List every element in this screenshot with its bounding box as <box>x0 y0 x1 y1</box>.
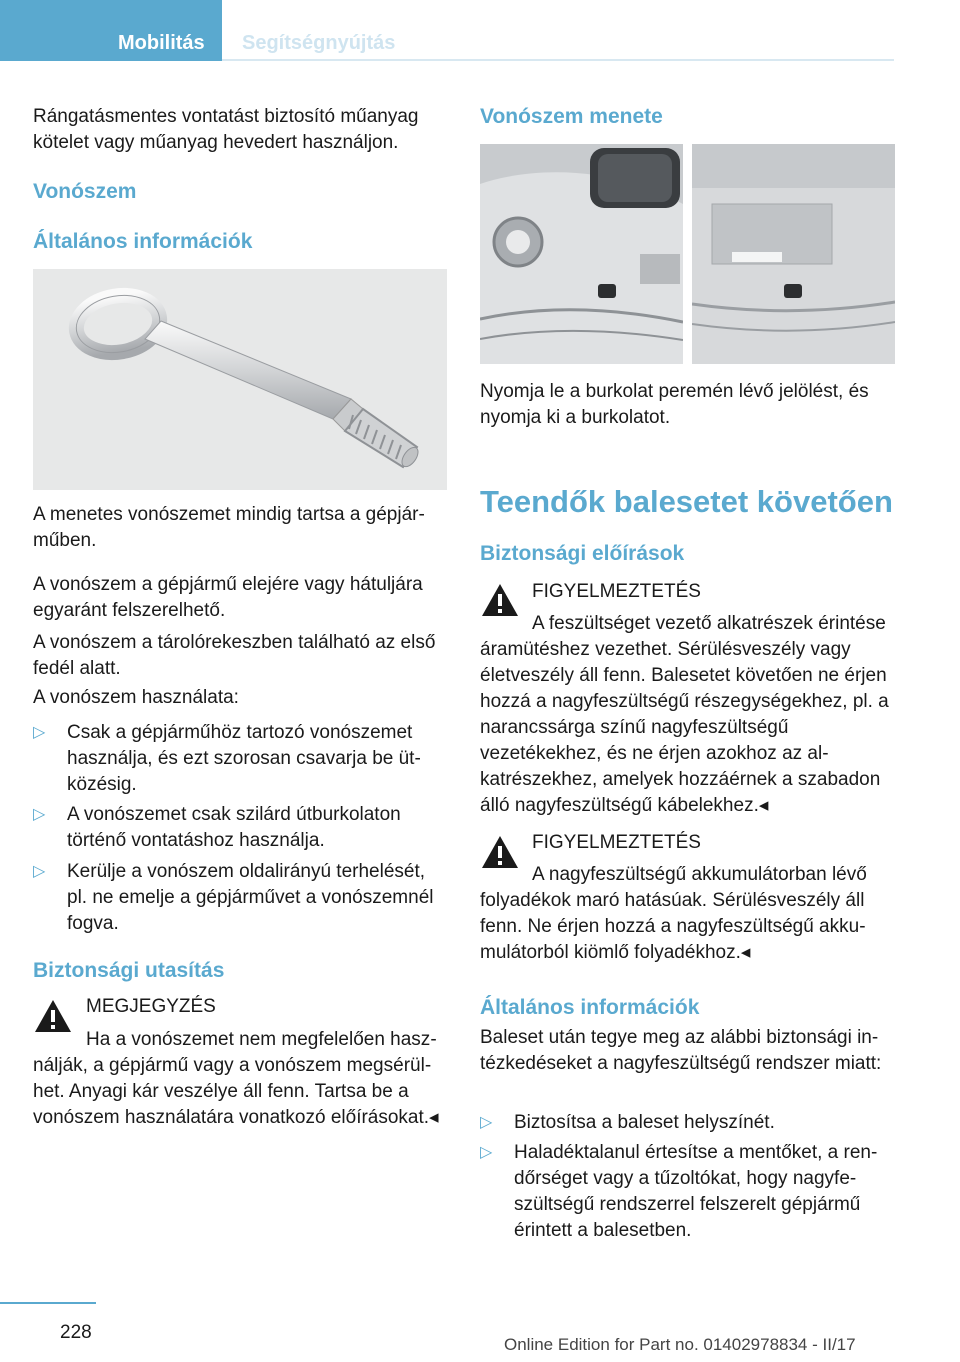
heading-thread: Vonószem menete <box>480 105 663 128</box>
warning1-title: FIGYELMEZTETÉS <box>532 581 701 602</box>
warning2-text: A nagyfeszültségű akkumulátorban lévő folyadékok maró hatásúak. Sérülésveszély áll fenn. Ne érjen hozzá a nagyfeszültségű akkumulátorból kiömlő folyadékhoz.◂ <box>480 864 867 963</box>
tab-mobilitas[interactable]: Mobilitás <box>118 32 205 54</box>
list-item: ▷ Haladéktalanul értesítse a mentőket, a rendőrséget vagy a tűzoltókat, hogy nagyfeszültségű rendszerrel felszerelt gépjármű érintett a balesetben. <box>480 1142 878 1241</box>
intro-text: Rángatásmentes vontatást biztosító műanyag kötelet vagy műanyag hevedert használjon. <box>33 106 419 153</box>
bullet-triangle-icon: ▷ <box>480 1144 493 1161</box>
rear-bumper-photo <box>692 144 895 364</box>
general-text: Baleset után tegye meg az alábbi biztonsági intézkedéseket a nagyfeszültségű rendszer miatt: <box>480 1027 882 1074</box>
rear-bumper-icon <box>692 144 895 364</box>
list-item: ▷ Csak a gépjárműhöz tartozó vonószemet használja, és ezt szorosan csavarja be ütközésig. <box>33 722 421 795</box>
press-instruction: Nyomja le a burkolat peremén lévő jelölést, és nyomja ki a burkolatot. <box>480 381 869 428</box>
tow-eye-icon <box>33 269 447 490</box>
page-number: 228 <box>60 1322 92 1343</box>
note-text: Ha a vonószemet nem megfelelően használják, a gépjármű vagy a vonószem megsérülhet. Anyagi kár veszélye áll fenn. Tartsa be a vonószem használatára vonatkozó előírásokat.◂ <box>33 1029 439 1128</box>
warning1-text: A feszültséget vezető alkatrészek érintése áramütéshez vezethet. Sérülésveszély vagy életveszély áll fenn. Balesetet követően ne érjen hozzá a nagyfeszültségű részegységekhez, pl. a narancssárga színű nagyfeszültségű vezetékekhez, és ne érjen azokhoz az alkatrészekhez, amelyek hozzáérnek a szabadon álló nagyfeszültségű kábelekhez.◂ <box>480 613 889 816</box>
list-item: ▷ Kerülje a vonószem oldalirányú terhelését, pl. ne emelje a gépjárművet a vonószemnél fogva. <box>33 861 434 934</box>
tab-segitsegnyujtas[interactable]: Segítségnyújtás <box>242 32 396 54</box>
note-title: MEGJEGYZÉS <box>86 996 216 1017</box>
front-bumper-photo <box>480 144 683 364</box>
edition-info: Online Edition for Part no. 01402978834 - II/17 <box>504 1335 856 1354</box>
heading-safety-note: Biztonsági utasítás <box>33 959 225 982</box>
paragraph-storage: A vonószem a tárolórekeszben található az első fedél alatt. <box>33 632 436 679</box>
heading-tow-eye: Vonószem <box>33 180 137 203</box>
bullet-triangle-icon: ▷ <box>33 806 46 823</box>
bullet-triangle-icon: ▷ <box>480 1114 493 1131</box>
list-item: ▷ A vonószemet csak szilárd útburkolaton történő vontatáshoz használja. <box>33 804 401 851</box>
header-divider <box>222 59 894 61</box>
heading-general-info-right: Általános információk <box>480 996 700 1019</box>
heading-safety-rules: Biztonsági előírások <box>480 542 685 565</box>
tow-eye-illustration <box>33 269 447 490</box>
paragraph-usage: A vonószem használata: <box>33 687 239 708</box>
footer-divider <box>0 1302 96 1304</box>
paragraph-mount-front-rear: A vonószem a gépjármű elejére vagy hátuljára egyaránt felszerelhető. <box>33 574 423 621</box>
bullet-triangle-icon: ▷ <box>33 724 46 741</box>
list-item: ▷ Biztosítsa a baleset helyszínét. <box>480 1110 894 1138</box>
paragraph-keep-in-vehicle: A menetes vonószemet mindig tartsa a gépjárműben. <box>33 504 425 551</box>
heading-general-info: Általános információk <box>33 230 253 253</box>
front-bumper-icon <box>480 144 683 364</box>
bullet-triangle-icon: ▷ <box>33 863 46 880</box>
warning2-title: FIGYELMEZTETÉS <box>532 832 701 853</box>
heading-after-accident: Teendők balesetet követően <box>480 484 893 519</box>
